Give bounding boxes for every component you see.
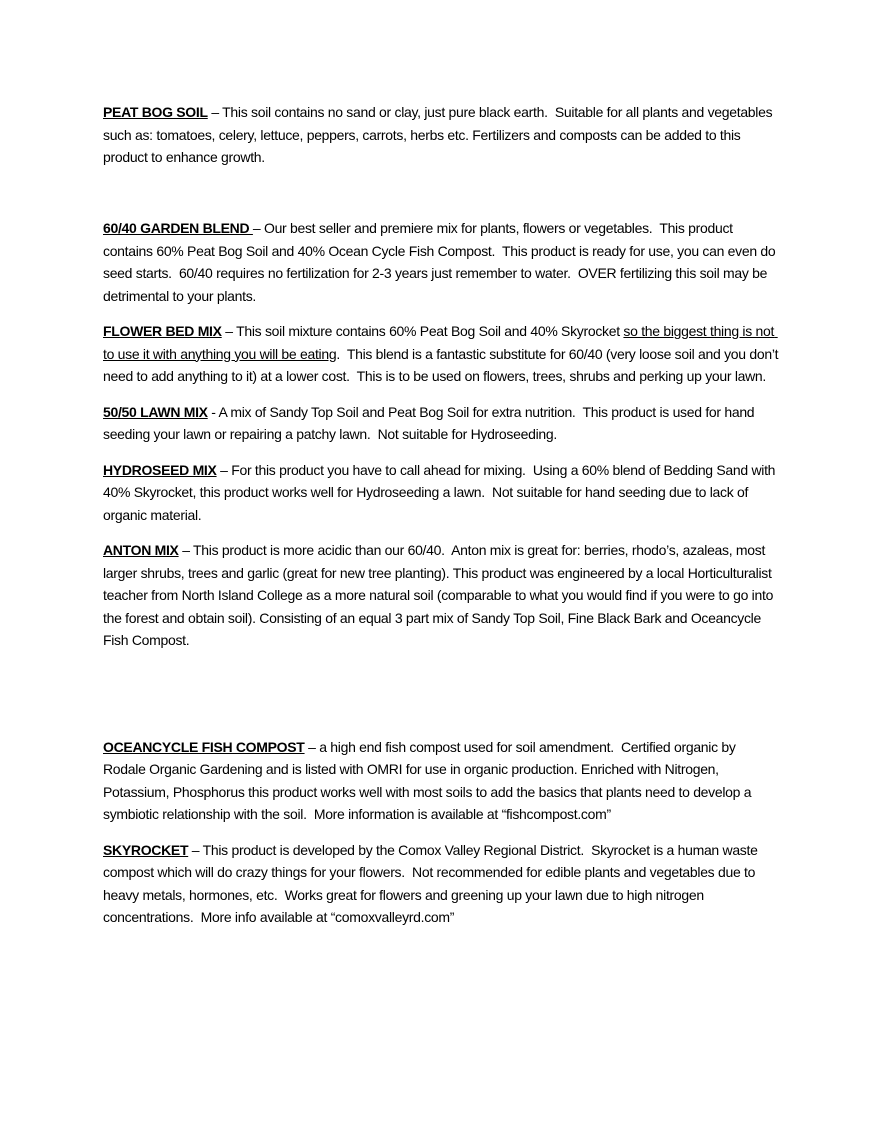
blank-line [103, 182, 781, 205]
product-paragraph [103, 459, 781, 527]
heading-separator: – [216, 461, 232, 478]
document-body [103, 101, 781, 929]
product-paragraph [103, 839, 781, 929]
body-text: For this product you have to call ahead for mixing. Using a 60% blend of Bedding Sand with 40% Skyrocket, this product works well for Hydroseeding a lawn. Not suitable for hand seeding due to lack of organic material. [103, 461, 779, 523]
product-heading: OCEANCYCLE FISH COMPOST [103, 738, 305, 755]
heading-separator: – [252, 220, 264, 236]
product-heading: HYDROSEED MIX [103, 461, 217, 478]
body-text: This product is more acidic than our 60/40. Anton mix is great for: berries, rhodo’s, azaleas, most larger shrubs, trees and garlic (great for new tree planting). This product was engineered by a local Horticulturalist teacher from North Island College as a more natural soil (comparable to what you would find if you were to go into the forest and obtain soil). Consisting of an equal 3 part mix of Sandy Top Soil, Fine Black Bark and Oceancycle Fish Compost. [103, 542, 777, 648]
product-heading: ANTON MIX [103, 542, 179, 558]
product-paragraph [103, 101, 781, 169]
product-paragraph [103, 539, 781, 652]
heading-separator: - [207, 403, 219, 420]
heading-separator: – [207, 104, 223, 120]
heading-separator: – [221, 323, 237, 339]
body-text: . This blend is a fantastic substitute for 60/40 (very loose soil and you don’t need to add anything to it) at a lower cost. This is to be used on flowers, trees, shrubs and perking up your lawn. [103, 345, 782, 384]
body-text: A mix of Sandy Top Soil and Peat Bog Soil for extra nutrition. This product is used for hand seeding your lawn or repairing a patchy lawn. Not suitable for Hydroseeding. [103, 403, 758, 442]
body-text: This soil mixture contains 60% Peat Bog Soil and 40% Skyrocket [236, 323, 624, 339]
product-paragraph [103, 320, 781, 388]
heading-separator: – [188, 841, 203, 858]
product-heading: 60/40 GARDEN BLEND [103, 220, 253, 236]
product-paragraph [103, 217, 781, 307]
product-heading: SKYROCKET [103, 841, 189, 858]
product-paragraph [103, 401, 781, 446]
blank-line [103, 665, 781, 688]
body-text: This soil contains no sand or clay, just pure black earth. Suitable for all plants and vegetables such as: tomatoes, celery, lettuce, peppers, carrots, herbs etc. Fertilizers and composts can be added to this product to enhance growth. [103, 104, 776, 165]
blank-line [103, 700, 781, 723]
body-text: a high end fish compost used for soil amendment. Certified organic by Rodale Organic Gardening and is listed with OMRI for use in organic production. Enriched with Nitrogen, Potassium, Phosphorus this product works well with most soils to add the basics that plants need to develop a symbiotic relationship with the soil. More information is available at “fishcompost.com” [103, 738, 755, 822]
underlined-warning-text: so the biggest thing is not to use it with anything you will be eating [103, 323, 778, 362]
heading-separator: – [178, 542, 194, 558]
product-paragraph [103, 736, 781, 826]
product-heading: 50/50 LAWN MIX [103, 403, 208, 420]
heading-separator: – [304, 738, 320, 755]
body-text: Our best seller and premiere mix for plants, flowers or vegetables. This product contains 60% Peat Bog Soil and 40% Ocean Cycle Fish Compost. This product is ready for use, you can even do seed starts. 60/40 requires no fertilization for 2-3 years just remember to water. OVER fertilizing this soil may be detrimental to your plants. [103, 220, 779, 304]
product-heading: PEAT BOG SOIL [103, 104, 208, 120]
body-text: This product is developed by the Comox Valley Regional District. Skyrocket is a human waste compost which will do crazy things for your flowers. Not recommended for edible plants and vegetables due to heavy metals, hormones, etc. Works great for flowers and greening up your lawn due to high nitrogen concentrations. More info available at “comoxvalleyrd.com” [103, 841, 762, 925]
product-heading: FLOWER BED MIX [103, 323, 222, 339]
